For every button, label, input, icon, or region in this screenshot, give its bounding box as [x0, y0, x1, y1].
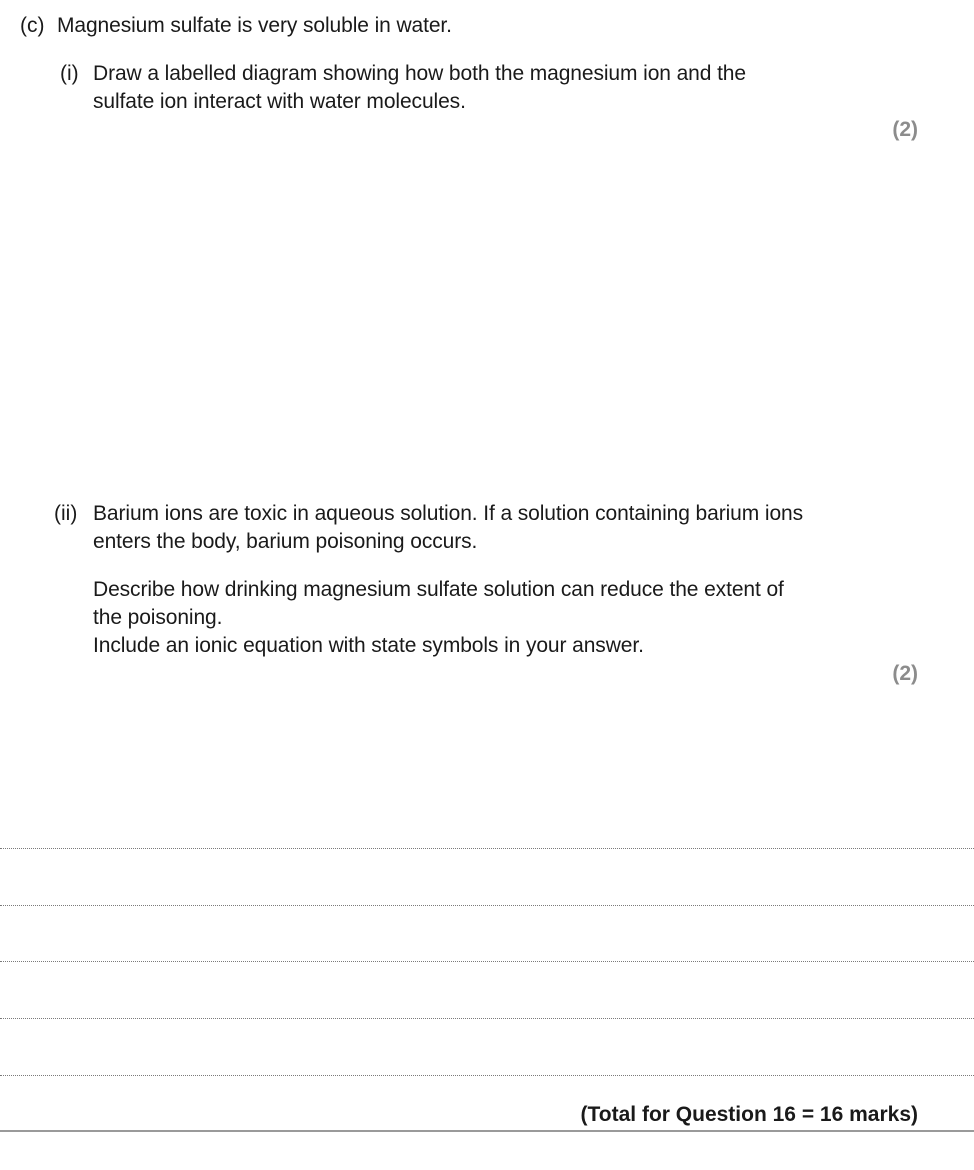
- part-ii-instruction-line-2: the poisoning.: [93, 606, 223, 629]
- part-ii-label: (ii): [54, 502, 78, 525]
- bottom-rule: [0, 1130, 974, 1132]
- part-c-stem: Magnesium sulfate is very soluble in water.: [57, 14, 452, 37]
- part-i-marks: (2): [892, 118, 918, 141]
- answer-line-4[interactable]: [0, 1018, 974, 1019]
- part-c-label: (c): [20, 14, 45, 37]
- question-total: (Total for Question 16 = 16 marks): [580, 1103, 918, 1126]
- answer-line-3[interactable]: [0, 961, 974, 962]
- part-i-label: (i): [60, 62, 79, 85]
- answer-line-5[interactable]: [0, 1075, 974, 1076]
- part-i-question-line-1: Draw a labelled diagram showing how both the magnesium ion and the: [93, 62, 746, 85]
- answer-line-1[interactable]: [0, 848, 974, 849]
- part-ii-instruction-line-3: Include an ionic equation with state symbols in your answer.: [93, 634, 644, 657]
- part-ii-marks: (2): [892, 662, 918, 685]
- part-ii-instruction-line-1: Describe how drinking magnesium sulfate solution can reduce the extent of: [93, 578, 784, 601]
- part-i-question-line-2: sulfate ion interact with water molecules.: [93, 90, 466, 113]
- part-ii-question-line-2: enters the body, barium poisoning occurs.: [93, 530, 478, 553]
- diagram-drawing-area[interactable]: [0, 150, 974, 490]
- part-ii-question-line-1: Barium ions are toxic in aqueous solution. If a solution containing barium ions: [93, 502, 804, 525]
- answer-line-2[interactable]: [0, 905, 974, 906]
